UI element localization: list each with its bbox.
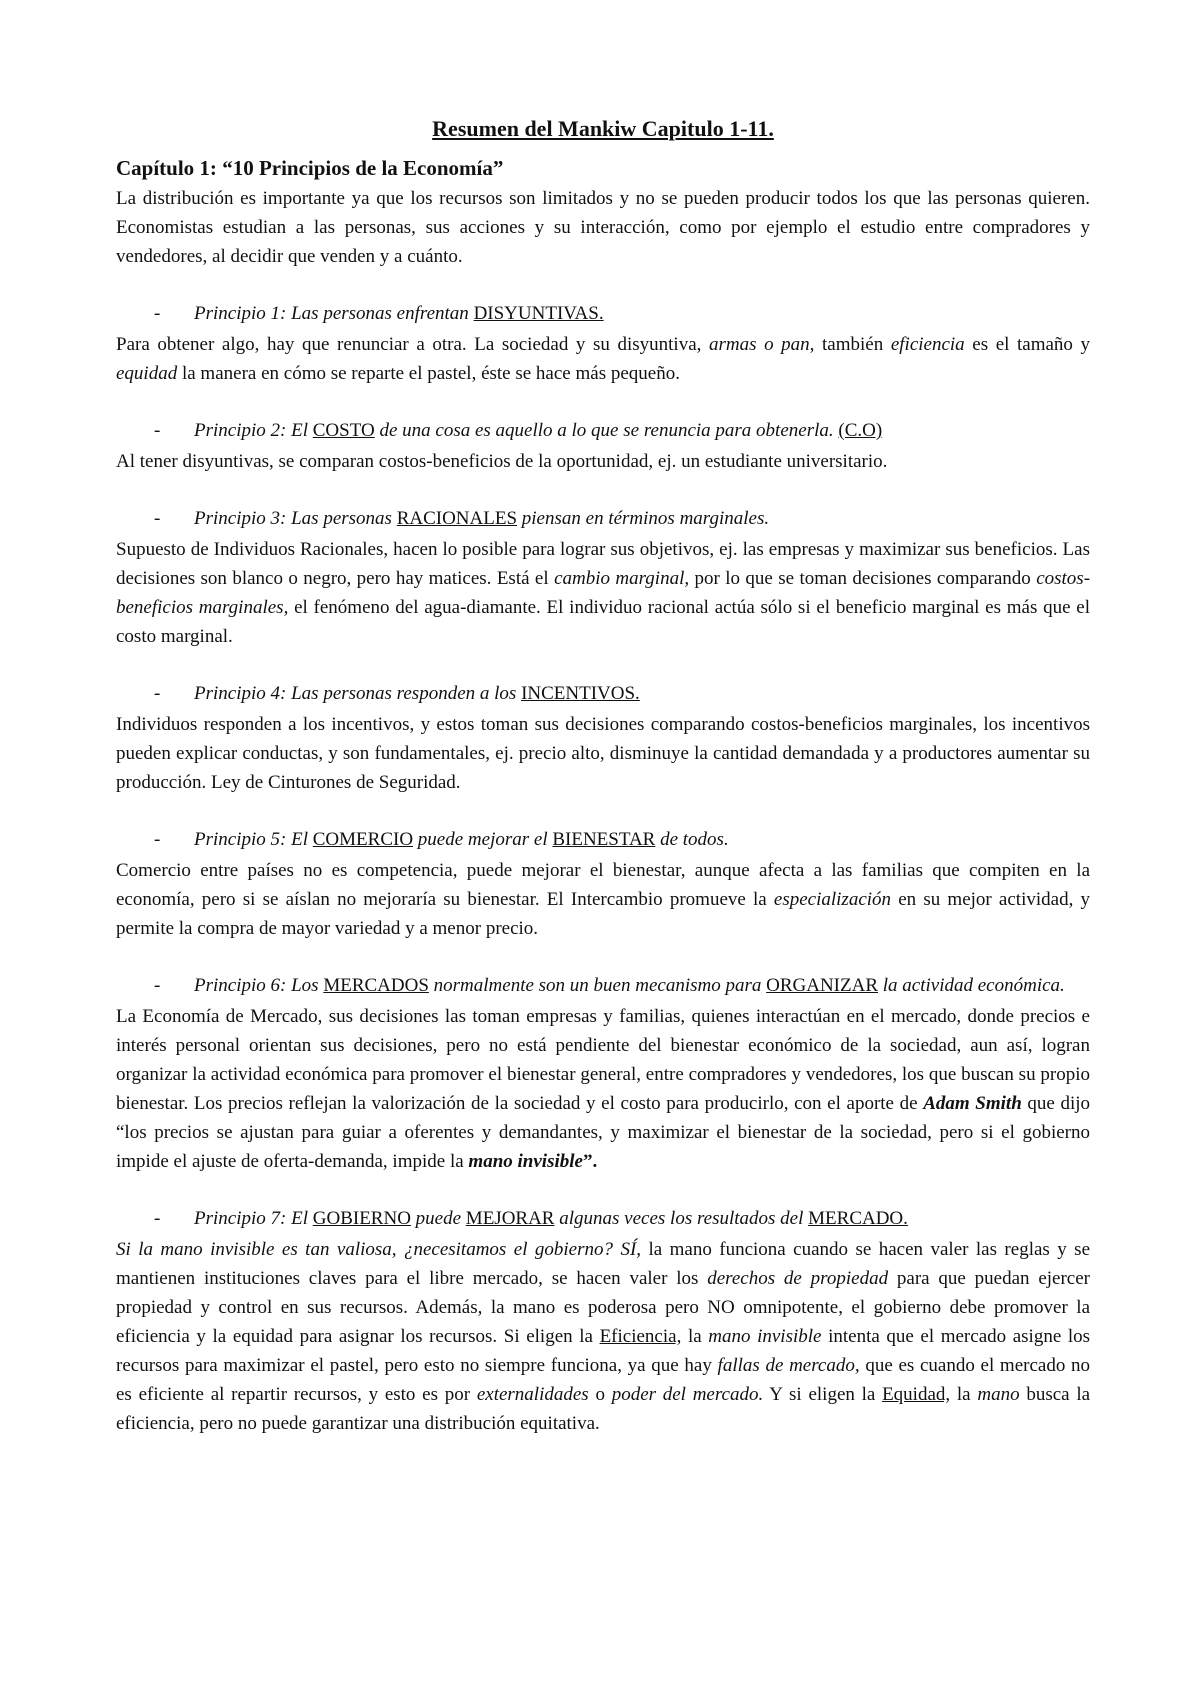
text-run: La Economía de Mercado, sus decisiones las toman empresas y familias, quienes interactúan en el mercado, donde precios e interés personal orientan sus decisiones, pero no está pendiente del bienestar económico de la sociedad, aun así, logran organizar la actividad económica para promover el bienestar general, entre compradores y vendedores, los que buscan su propio bienestar. Los precios reflejan la valorización de la sociedad y el costo para producirlo, con el aporte de bbox=[116, 1006, 1090, 1114]
text-run: por lo que se toman decisiones comparando bbox=[694, 568, 1031, 589]
principle-1-keyword: DISYUNTIVAS. bbox=[473, 303, 604, 324]
emphasis-run: derechos de propiedad bbox=[707, 1268, 889, 1289]
principle-4-label: Principio 4: bbox=[194, 683, 287, 704]
principle-3-label: Principio 3: bbox=[194, 508, 287, 529]
principle-2-body: Al tener disyuntivas, se comparan costos-beneficios de la oportunidad, ej. un estudiante universitario. bbox=[116, 451, 888, 472]
principle-5-label: Principio 5: bbox=[194, 829, 287, 850]
text-run: también bbox=[822, 334, 884, 355]
principle-3-heading bbox=[116, 504, 1090, 533]
emphasis-run: equidad bbox=[116, 363, 178, 384]
bold-emphasis-run: Adam Smith bbox=[923, 1093, 1022, 1114]
principle-4-body: Individuos responden a los incentivos, y estos toman sus decisiones comparando costos-beneficios marginales, los incentivos pueden explicar conductas, y son fundamentales, ej. precio alto, disminuye la cantidad demandada y a productores aumentar su producción. Ley de Cinturones de Seguridad. bbox=[116, 714, 1090, 793]
principle-5-text: puede mejorar el bbox=[417, 829, 548, 850]
text-run: busca la eficiencia, pero no puede garantizar una distribución equitativa. bbox=[116, 1384, 1091, 1434]
list-dash: - bbox=[154, 975, 161, 996]
principle-7-heading bbox=[116, 1204, 1090, 1233]
emphasis-run: Si la mano invisible es tan valiosa, ¿necesitamos el gobierno? SÍ, bbox=[116, 1239, 642, 1260]
principle-3-text: Las personas bbox=[291, 508, 392, 529]
emphasis-run: fallas de mercado, bbox=[717, 1355, 860, 1376]
emphasis-run: armas o pan, bbox=[709, 334, 815, 355]
principle-1-label: Principio 1: bbox=[194, 303, 287, 324]
principle-4-text: Las personas responden a los bbox=[291, 683, 517, 704]
emphasis-run: especialización bbox=[773, 889, 892, 910]
text-run: Comercio entre países no es competencia, puede mejorar el bienestar, aunque afecta a las familias que compiten en la economía, pero si se aíslan no mejoraría su bienestar. El Intercambio promueve la bbox=[116, 860, 1090, 910]
principle-2-keyword: COSTO bbox=[312, 420, 375, 441]
principle-6-text: Los bbox=[291, 975, 319, 996]
principle-7-keyword: MERCADO. bbox=[808, 1208, 908, 1229]
chapter-name: “10 Principios de la Economía” bbox=[222, 156, 504, 180]
text-run: que dijo “los precios se ajustan para guiar a oferentes y demandantes, y maximizar el bienestar de la sociedad, pero si el gobierno impide el ajuste de oferta-demanda, impide la bbox=[116, 1093, 1091, 1172]
principle-3-keyword: RACIONALES bbox=[396, 508, 518, 529]
principle-1-text: Las personas enfrentan bbox=[291, 303, 469, 324]
text-run: es el tamaño y bbox=[972, 334, 1091, 355]
text-run: para que puedan ejercer propiedad y control en sus recursos. Además, la mano es poderosa pero NO omnipotente, el gobierno debe promover la eficiencia y la equidad para asignar los recursos. Si eligen la bbox=[116, 1268, 1090, 1347]
principle-7-keyword: MEJORAR bbox=[465, 1208, 555, 1229]
emphasis-run: externalidades bbox=[476, 1384, 589, 1405]
emphasis-run: costos-beneficios marginales, bbox=[116, 568, 1091, 618]
text-run: Y si eligen la bbox=[769, 1384, 876, 1405]
underlined-run: Eficiencia, bbox=[599, 1326, 682, 1347]
text-run: la bbox=[687, 1326, 702, 1347]
text-run: que es cuando el mercado no es eficiente al repartir recursos, y esto es por bbox=[116, 1355, 1091, 1405]
underlined-run: Equidad, bbox=[882, 1384, 951, 1405]
text-run: en su mejor actividad, y permite la compra de mayor variedad y a menor precio. bbox=[116, 889, 1091, 939]
principle-3-body bbox=[116, 535, 1090, 651]
principle-7-text: algunas veces los resultados del bbox=[559, 1208, 804, 1229]
principle-5-heading bbox=[116, 825, 1090, 854]
principle-6-label: Principio 6: bbox=[194, 975, 287, 996]
principle-5-body bbox=[116, 856, 1090, 943]
list-dash: - bbox=[154, 420, 161, 441]
principle-2-abbreviation: (C.O) bbox=[838, 420, 883, 441]
principle-4-heading bbox=[116, 679, 1090, 708]
principle-7-text: El bbox=[291, 1208, 308, 1229]
emphasis-run: mano invisible bbox=[708, 1326, 822, 1347]
principle-7-text: puede bbox=[415, 1208, 462, 1229]
principle-6-heading bbox=[116, 971, 1090, 1000]
principle-7-body bbox=[116, 1235, 1090, 1438]
principle-7-keyword: GOBIERNO bbox=[312, 1208, 411, 1229]
text-run: ”. bbox=[582, 1151, 598, 1172]
chapter-label: Capítulo 1: bbox=[116, 156, 217, 180]
chapter-heading bbox=[116, 152, 1090, 184]
principle-6-body bbox=[116, 1002, 1090, 1176]
text-run: el fenómeno del agua-diamante. El individuo racional actúa sólo si el beneficio marginal es más que el costo marginal. bbox=[116, 597, 1091, 647]
principle-5-keyword: BIENESTAR bbox=[552, 829, 656, 850]
intro-paragraph: La distribución es importante ya que los recursos son limitados y no se pueden producir todos los que las personas quieren. Economistas estudian a las personas, sus acciones y su interacción, como por ejemplo el estudio entre compradores y vendedores, al decidir que venden y a cuánto. bbox=[116, 188, 1090, 267]
list-dash: - bbox=[154, 1208, 161, 1229]
list-dash: - bbox=[154, 683, 161, 704]
principle-5-text: de todos. bbox=[660, 829, 729, 850]
text-run: la manera en cómo se reparte el pastel, éste se hace más pequeño. bbox=[181, 363, 680, 384]
principle-6-keyword: MERCADOS bbox=[323, 975, 429, 996]
principle-2-text: El bbox=[291, 420, 308, 441]
text-run: la mano funciona cuando se hacen valer las reglas y se mantienen instituciones claves para el libre mercado, se hacen valer los bbox=[116, 1239, 1090, 1289]
principle-3-text: piensan en términos marginales. bbox=[521, 508, 770, 529]
principle-5-keyword: COMERCIO bbox=[312, 829, 414, 850]
text-run: o bbox=[595, 1384, 605, 1405]
text-run: Para obtener algo, hay que renunciar a otra. La sociedad y su disyuntiva, bbox=[116, 334, 702, 355]
principle-5-text: El bbox=[291, 829, 308, 850]
principle-6-text: normalmente son un buen mecanismo para bbox=[433, 975, 762, 996]
emphasis-run: eficiencia bbox=[890, 334, 965, 355]
principle-2-label: Principio 2: bbox=[194, 420, 287, 441]
principle-2-heading bbox=[116, 416, 1090, 445]
principle-2-text: de una cosa es aquello a lo que se renuncia para obtenerla. bbox=[379, 420, 834, 441]
principle-1-body bbox=[116, 330, 1090, 388]
document-title: Resumen del Mankiw Capitulo 1-11. bbox=[432, 116, 774, 141]
emphasis-run: mano bbox=[977, 1384, 1020, 1405]
principle-6-text: la actividad económica. bbox=[882, 975, 1065, 996]
text-run: intenta que el mercado asigne los recursos para maximizar el pastel, pero esto no siempre funciona, ya que hay bbox=[116, 1326, 1091, 1376]
principle-6-keyword: ORGANIZAR bbox=[766, 975, 879, 996]
list-dash: - bbox=[154, 303, 161, 324]
principle-4-keyword: INCENTIVOS. bbox=[521, 683, 640, 704]
list-dash: - bbox=[154, 829, 161, 850]
text-run: la bbox=[956, 1384, 971, 1405]
emphasis-run: cambio marginal, bbox=[554, 568, 690, 589]
principle-7-label: Principio 7: bbox=[194, 1208, 287, 1229]
list-dash: - bbox=[154, 508, 161, 529]
bold-emphasis-run: mano invisible bbox=[468, 1151, 583, 1172]
principle-1-heading bbox=[116, 299, 1090, 328]
emphasis-run: poder del mercado. bbox=[611, 1384, 764, 1405]
text-run: Supuesto de Individuos Racionales, hacen lo posible para lograr sus objetivos, ej. las empresas y maximizar sus beneficios. Las decisiones son blanco o negro, pero hay matices. Está el bbox=[116, 539, 1090, 589]
